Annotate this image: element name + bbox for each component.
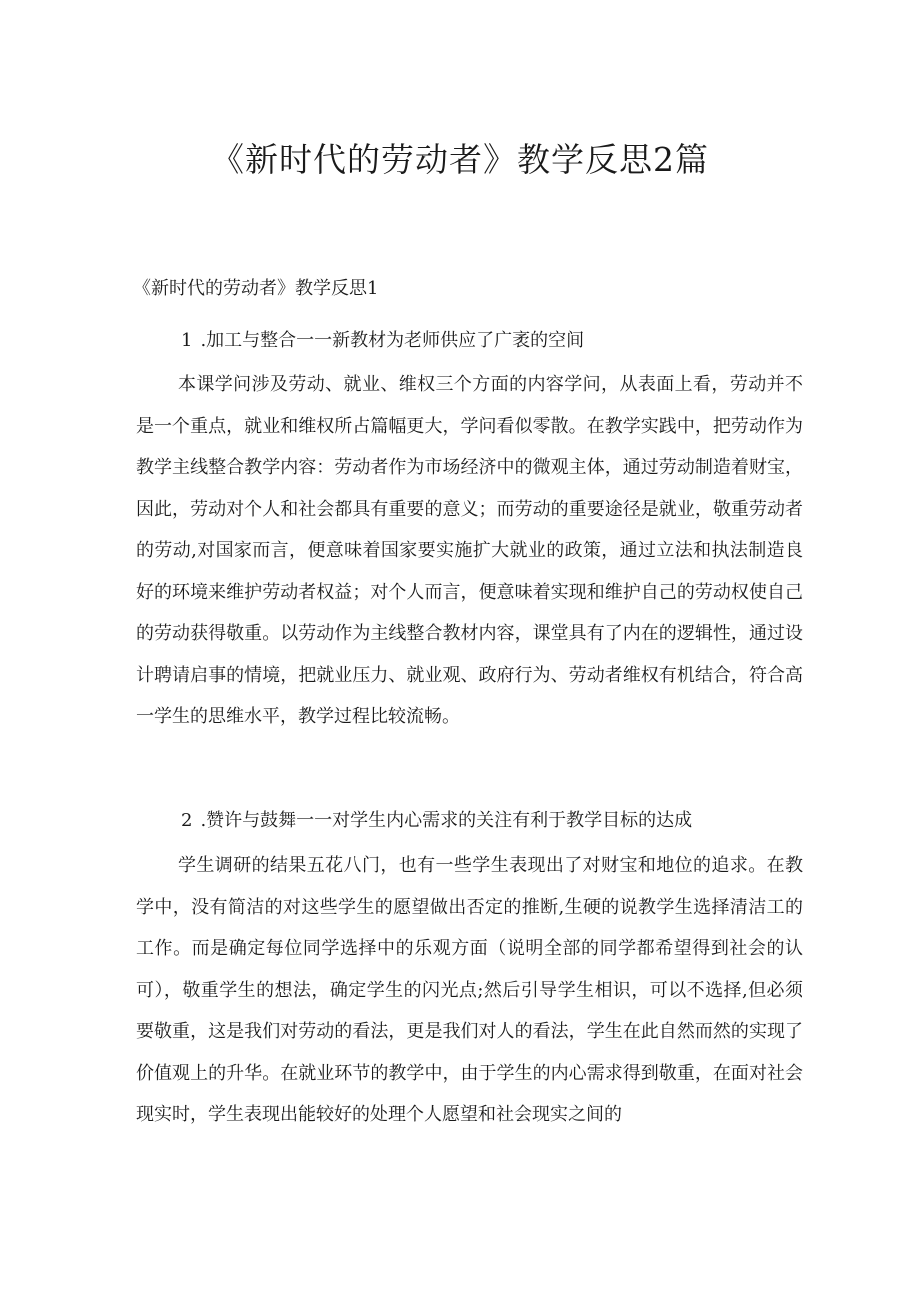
reflection-subheading: 《新时代的劳动者》教学反思1 xyxy=(133,278,379,299)
section-number: 1 xyxy=(181,330,193,351)
document-title: 《新时代的劳动者》教学反思2篇 xyxy=(211,140,709,179)
section-number: 2 xyxy=(181,810,193,831)
paragraph-text: 学生调研的结果五花八门，也有一些学生表现出了对财宝和地位的追求。在教学中，没有简洁的对这些学生的愿望做出否定的推断,生硬的说教学生选择清洁工的工作。而是确定每位同学选择中的乐观方面（说明全部的同学都希望得到社会的认可），敬重学生的想法，确定学生的闪光点;然后引导学生相识，可以不选择,但必须要敬重，这是我们对劳动的看法，更是我们对人的看法，学生在此自然而然的实现了价值观上的升华。在就业环节的教学中，由于学生的内心需求得到敬重，在面对社会现实时，学生表现出能较好的处理个人愿望和社会现实之间的 xyxy=(136,855,803,1125)
section-heading-2 xyxy=(181,806,692,832)
section-heading-text: .加工与整合一一新教材为老师供应了广袤的空间 xyxy=(200,330,585,351)
section-paragraph-2 xyxy=(136,845,803,1136)
section-heading-text: .赞许与鼓舞一一对学生内心需求的关注有利于教学目标的达成 xyxy=(200,810,693,831)
section-heading-1 xyxy=(181,326,584,352)
paragraph-text: 本课学问涉及劳动、就业、维权三个方面的内容学问，从表面上看，劳动并不是一个重点，就业和维权所占篇幅更大，学问看似零散。在教学实践中，把劳动作为教学主线整合教学内容：劳动者作为市场经济中的微观主体，通过劳动制造着财宝，因此，劳动对个人和社会都具有重要的意义；而劳动的重要途径是就业，敬重劳动者的劳动,对国家而言，便意味着国家要实施扩大就业的政策，通过立法和执法制造良好的环境来维护劳动者权益；对个人而言，便意味着实现和维护自己的劳动权使自己的劳动获得敬重。以劳动作为主线整合教材内容，课堂具有了内在的逻辑性，通过设计聘请启事的情境，把就业压力、就业观、政府行为、劳动者维权有机结合，符合高一学生的思维水平，教学过程比较流畅。 xyxy=(136,374,803,727)
section-paragraph-1 xyxy=(136,364,803,738)
